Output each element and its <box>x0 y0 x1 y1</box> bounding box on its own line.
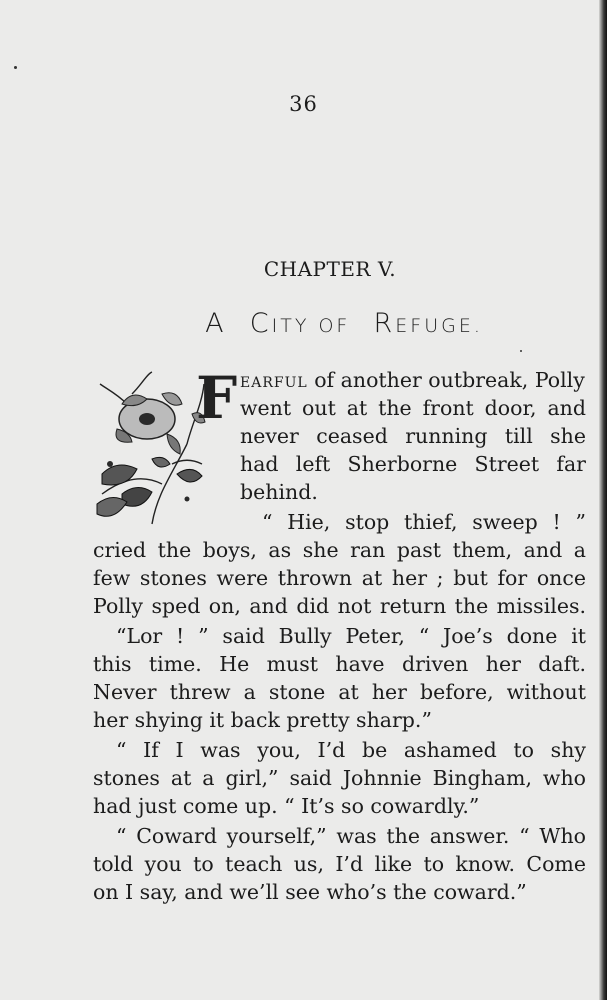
paper-speck <box>520 350 522 352</box>
text-line-6: “ Hie, stop thief, sweep ! ” <box>262 510 586 534</box>
text-line-3: never ceased running till she <box>240 424 586 448</box>
text-line-13: her shying it back pretty sharp.” <box>93 708 432 732</box>
page-number: 36 <box>289 92 318 116</box>
text-line-19: on I say, and we’ll see who’s the coward.” <box>93 880 527 904</box>
subtitle-initial-c: C <box>249 308 272 339</box>
text-line-7: cried the boys, as she ran past them, and a <box>93 538 586 562</box>
text-line-18: told you to teach us, I’d like to know. Come <box>93 852 586 876</box>
subtitle-small-caps-end: EFUGE. <box>395 315 483 337</box>
text-line-16: had just come up. “ It’s so cowardly.” <box>93 794 480 818</box>
first-word-small-caps: EARFUL <box>240 375 308 391</box>
subtitle-small-caps: ITY OF <box>271 315 351 337</box>
subtitle-initial-a: A <box>205 308 227 339</box>
text-line-1 <box>240 366 586 397</box>
text-line-15: stones at a girl,” said Johnnie Bingham, who <box>93 766 586 790</box>
text-line-10: “Lor ! ” said Bully Peter, “ Joe’s done it <box>116 624 586 648</box>
text-line-5: behind. <box>240 480 318 504</box>
text-line-11: this time. He must have driven her daft. <box>93 652 586 676</box>
floral-ornament-illustration <box>92 364 207 529</box>
chapter-title: CHAPTER V. <box>263 257 397 281</box>
text-line-8: few stones were thrown at her ; but for once <box>93 566 586 590</box>
text-line-1-rest: of another outbreak, Polly <box>307 368 585 392</box>
text-line-9: Polly sped on, and did not return the missiles. <box>93 594 586 618</box>
drop-cap-letter: F <box>196 364 238 432</box>
text-line-17: “ Coward yourself,” was the answer. “ Who <box>116 824 586 848</box>
text-line-2: went out at the front door, and <box>240 396 586 420</box>
subtitle-initial-r: R <box>373 308 396 339</box>
chapter-subtitle <box>0 308 607 339</box>
paper-speck <box>14 66 17 69</box>
text-line-4: had left Sherborne Street far <box>240 452 586 476</box>
page-edge-shadow <box>599 0 607 1000</box>
text-line-14: “ If I was you, I’d be ashamed to shy <box>116 738 586 762</box>
text-line-12: Never threw a stone at her before, without <box>93 680 586 704</box>
